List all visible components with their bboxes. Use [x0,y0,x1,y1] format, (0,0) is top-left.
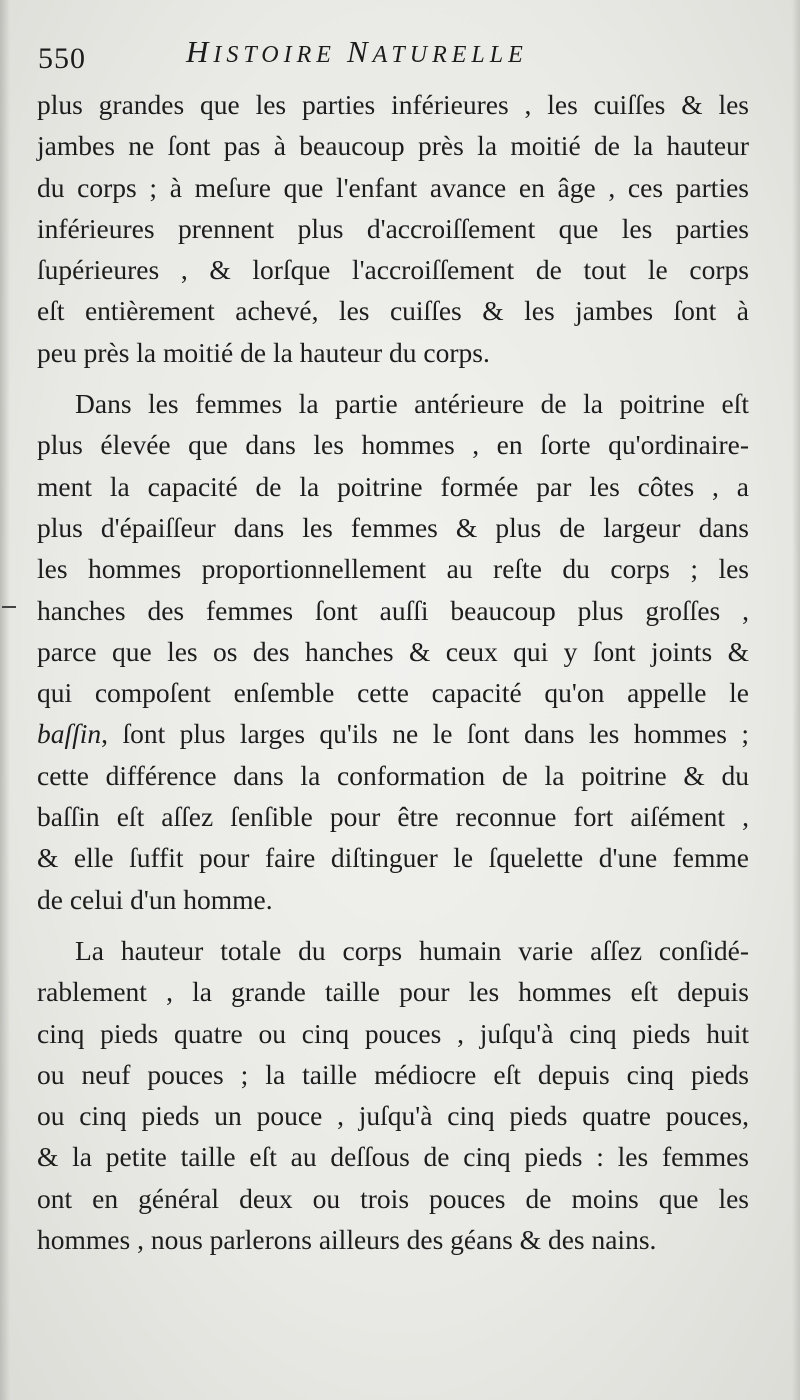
text-line: plus élevée que dans les hommes , en ſorte qu'ordinaire- [37,429,749,461]
running-title [186,34,528,70]
text-line: ou neuf pouces ; la taille médiocre eſt depuis cinq pieds [37,1058,749,1090]
text-line: hanches des femmes ſont auſſi beaucoup plus groſſes , [37,594,749,626]
text-line: de celui d'un homme. [37,883,273,915]
paragraph-2 [37,383,749,920]
text-line: inférieures prennent plus d'accroiſſement que les parties [37,212,749,244]
running-title-initial-1: H [186,34,214,69]
text-line: du corps ; à meſure que l'enfant avance en âge , ces parties [37,171,749,203]
text-line: parce que les os des hanches & ceux qui y ſont joints & [37,635,749,667]
text-fragment: , ſont plus larges qu'ils ne le ſont dans les hommes ; [101,718,749,750]
text-line: ſupérieures , & lorſque l'accroiſſement de tout le corps [37,254,749,286]
text-line: baſſin eſt aſſez ſenſible pour être reconnue fort aiſément , [37,801,749,833]
text-line: ou cinq pieds un pouce , juſqu'à cinq pieds quatre pouces, [37,1100,749,1132]
margin-mark [2,606,16,608]
italic-term-bassin: baſſin [37,718,102,750]
text-line: La hauteur totale du corps humain varie aſſez conſidé- [75,934,749,966]
paragraph-gap [37,920,749,930]
page-number: 550 [38,42,86,75]
text-line: les hommes proportionnellement au reſte du corps ; les [37,553,749,585]
text-line: cette différence dans la conformation de la poitrine & du [37,759,749,791]
text-line: qui compoſent enſemble cette capacité qu'on appelle le [37,677,749,709]
text-line: & la petite taille eſt au deſſous de cinq pieds : les femmes [37,1141,749,1173]
page-header [34,28,754,78]
text-line: jambes ne ſont pas à beaucoup près la moitié de la hauteur [37,130,749,162]
text-line-with-italic [37,713,749,754]
text-line: rablement , la grande taille pour les hommes eſt depuis [37,976,749,1008]
text-line: hommes , nous parlerons ailleurs des géans & des nains. [37,1224,657,1256]
text-line: plus grandes que les parties inférieures , les cuiſſes & les [37,89,749,120]
text-line: cinq pieds quatre ou cinq pouces , juſqu'à cinq pieds huit [37,1017,749,1049]
paragraph-1 [37,84,749,373]
text-line: ment la capacité de la poitrine formée par les côtes , a [37,470,749,502]
text-line: peu près la moitié de la hauteur du corps. [37,336,490,368]
running-title-initial-2: N [346,34,373,69]
text-line: eſt entièrement achevé, les cuiſſes & les jambes ſont à [37,295,749,327]
page-edge-shadow-right [792,0,800,1400]
text-line: Dans les femmes la partie antérieure de la poitrine eſt [75,388,749,420]
body-text [37,84,749,1260]
running-title-rest-2: ATURELLE [372,42,528,68]
paragraph-gap [37,373,749,383]
text-line: plus d'épaiſſeur dans les femmes & plus de largeur dans [37,511,749,543]
running-title-rest-1: ISTOIRE [213,42,347,68]
text-line: ont en général deux ou trois pouces de moins que les [37,1182,749,1214]
page-edge-shadow-left [0,0,10,1400]
text-line: & elle ſuffit pour faire diſtinguer le ſquelette d'une femme [37,842,749,874]
paragraph-3 [37,930,749,1260]
